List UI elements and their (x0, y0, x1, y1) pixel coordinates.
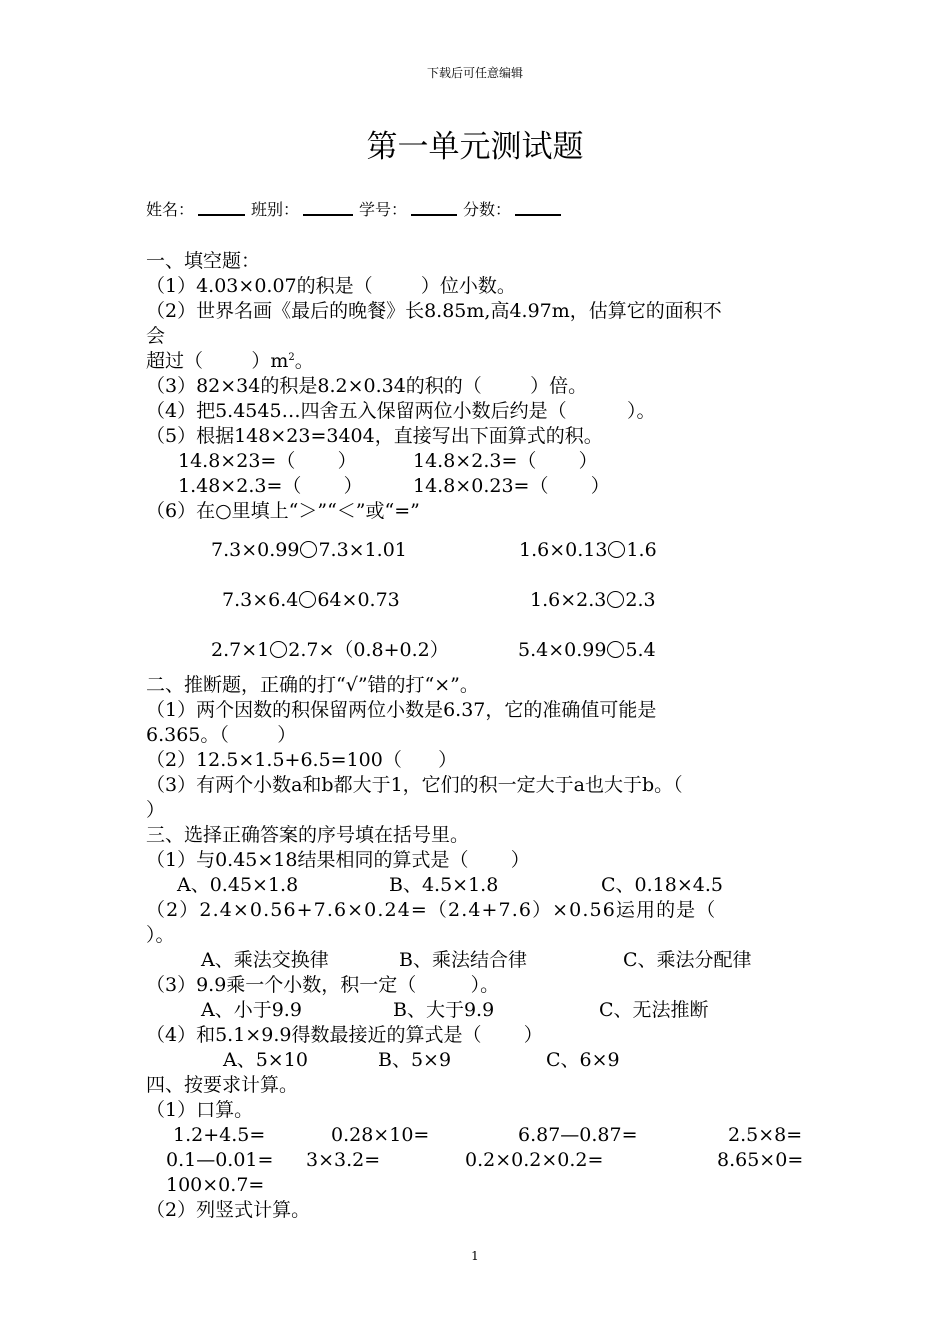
id-blank[interactable] (411, 214, 457, 216)
s4-q1: （1）口算。 (146, 1099, 254, 1121)
s3-q4-option-b: B、5×9 (378, 1049, 452, 1071)
s1-q2-line3: 超过（ ）$m^2$。 (146, 350, 314, 372)
section-4-heading: 四、按要求计算。 (146, 1074, 299, 1096)
s3-q4-option-c: C、6×9 (546, 1049, 620, 1071)
compare-3: 7.3×6.4 64×0.73 (222, 589, 400, 611)
calc-item: 6.87—0.87= (518, 1124, 638, 1146)
s1-q5-r2a: 1.48×2.3=（ ） (178, 475, 363, 497)
s1-q6: （6）在○里填上“＞”“＜”或“=” (146, 500, 420, 522)
compare-4: 1.6×2.3 2.3 (530, 589, 656, 611)
student-info-row (146, 202, 567, 218)
calc-item: 8.65×0= (717, 1149, 804, 1171)
calc-item: 2.5×8= (728, 1124, 803, 1146)
s3-q3-option-c: C、无法推断 (599, 999, 709, 1021)
calc-item: 1.2+4.5= (173, 1124, 266, 1146)
s2-q1-line1: （1）两个因数的积保留两位小数是6.37，它的准确值可能是 (146, 699, 657, 721)
s3-q3: （3）9.9乘一个小数，积一定（ ）。 (146, 974, 500, 996)
name-label: 姓名： (146, 200, 195, 219)
calc-item: 0.28×10= (331, 1124, 430, 1146)
s1-q2-line2: 会 (146, 325, 166, 347)
circle-blank[interactable] (607, 591, 624, 608)
s1-q4: （4）把5.4545…四舍五入保留两位小数后约是（ ）。 (146, 400, 656, 422)
calc-item: 0.2×0.2×0.2= (465, 1149, 604, 1171)
id-label: 学号： (359, 200, 408, 219)
score-label: 分数： (463, 200, 512, 219)
s4-q2: （2）列竖式计算。 (146, 1199, 311, 1221)
s1-q5: （5）根据148×23=3404，直接写出下面算式的积。 (146, 425, 603, 447)
s3-q4: （4）和5.1×9.9得数最接近的算式是（ ） (146, 1024, 543, 1046)
s2-q3-line1: （3）有两个小数a和b都大于1，它们的积一定大于a也大于b。（ (146, 774, 683, 796)
section-2-heading: 二、推断题，正确的打“√”错的打“×”。 (146, 674, 479, 696)
compare-6: 5.4×0.99 5.4 (518, 639, 656, 661)
calc-item: 100×0.7= (166, 1174, 265, 1196)
s1-q1: （1）4.03×0.07的积是（ ）位小数。 (146, 275, 516, 297)
circle-blank[interactable] (608, 541, 625, 558)
score-blank[interactable] (515, 214, 561, 216)
circle-blank[interactable] (300, 541, 317, 558)
name-blank[interactable] (198, 214, 245, 216)
s1-q5-r1b: 14.8×2.3=（ ） (413, 450, 598, 472)
s2-q2: （2）12.5×1.5+6.5=100（ ） (146, 749, 458, 771)
s3-q2-option-a: A、乘法交换律 (201, 949, 329, 971)
page-header: 下载后可任意编辑 (426, 66, 523, 80)
s3-q1: （1）与0.45×18结果相同的算式是（ ） (146, 849, 530, 871)
s3-q2-option-b: B、乘法结合律 (399, 949, 527, 971)
page-number: 1 (471, 1249, 479, 1263)
s1-q5-r1a: 14.8×23=（ ） (178, 450, 357, 472)
class-blank[interactable] (303, 214, 353, 216)
s1-q5-r2b: 14.8×0.23=（ ） (413, 475, 610, 497)
s3-q1-option-b: B、4.5×1.8 (389, 874, 499, 896)
compare-1: 7.3×0.99 7.3×1.01 (211, 539, 407, 561)
calc-item: 3×3.2= (306, 1149, 381, 1171)
circle-blank[interactable] (270, 641, 287, 658)
s1-q3: （3）82×34的积是8.2×0.34的积的（ ）倍。 (146, 375, 588, 397)
compare-2: 1.6×0.13 1.6 (519, 539, 657, 561)
s3-q1-option-c: C、0.18×4.5 (601, 874, 723, 896)
s3-q2-line1: （2）2.4×0.56+7.6×0.24=（2.4+7.6）×0.56运用的是（ (146, 899, 717, 921)
section-1-heading: 一、填空题： (146, 250, 261, 272)
compare-5: 2.7×1 2.7×（0.8+0.2） (211, 639, 449, 661)
s3-q1-option-a: A、0.45×1.8 (177, 874, 299, 896)
circle-blank[interactable] (299, 591, 316, 608)
section-3-heading: 三、选择正确答案的序号填在括号里。 (146, 824, 470, 846)
page-title: 第一单元测试题 (366, 129, 584, 165)
calc-item: 0.1—0.01= (166, 1149, 274, 1171)
s2-q1-line2: 6.365。（ ） (146, 724, 297, 746)
circle-blank[interactable] (607, 641, 624, 658)
s1-q2-line1: （2）世界名画《最后的晚餐》长8.85m,高4.97m，估算它的面积不 (146, 300, 722, 322)
s3-q3-option-b: B、大于9.9 (393, 999, 495, 1021)
s3-q2-line2: ）。 (146, 924, 175, 946)
s3-q2-option-c: C、乘法分配律 (623, 949, 752, 971)
s2-q3-line2: ） (146, 799, 166, 821)
class-label: 班别： (251, 200, 300, 219)
s3-q4-option-a: A、5×10 (223, 1049, 308, 1071)
s3-q3-option-a: A、小于9.9 (201, 999, 302, 1021)
